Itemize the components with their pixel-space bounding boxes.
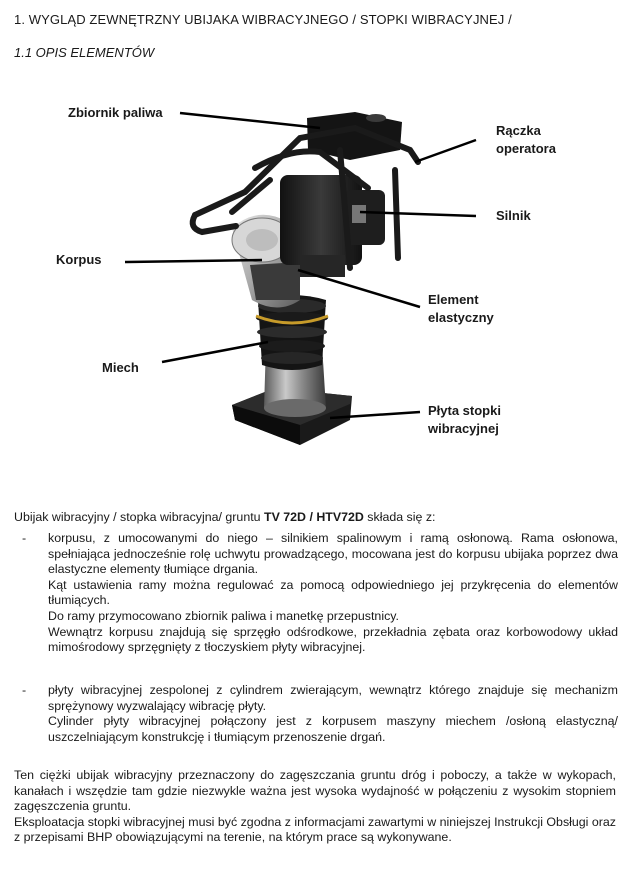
intro-prefix: Ubijak wibracyjny / stopka wibracyjna/ gruntu bbox=[14, 510, 264, 524]
model-name: TV 72D / HTV72D bbox=[264, 510, 364, 524]
closing-paragraphs bbox=[14, 768, 616, 846]
subsection-heading: 1.1 OPIS ELEMENTÓW bbox=[14, 45, 155, 60]
bullet-paragraph: Wewnątrz korpusu znajdują się sprzęgło odśrodkowe, przekładnia zębata oraz korbowodowy układ mimośrodowy sprzęgnięty z tłoczyskiem płyty wibracyjnej. bbox=[48, 624, 618, 655]
bullet-paragraph: korpusu, z umocowanymi do niego – silnikiem spalinowym i ramą osłonową. Rama osłonowa, spełniająca jednocześnie rolę uchwytu prowadzącego, mocowana jest do korpusu ubijaka poprzez dwa elastyczne elementy tłumiące drgania. bbox=[48, 531, 618, 577]
intro-line bbox=[14, 510, 614, 526]
label-elastic-line2: elastyczny bbox=[428, 310, 494, 325]
bullet-item-body bbox=[14, 531, 618, 656]
label-plate-line2: wibracyjnej bbox=[428, 421, 499, 436]
label-engine: Silnik bbox=[496, 208, 531, 223]
bullet-paragraph: Do ramy przymocowano zbiornik paliwa i manetkę przepustnicy. bbox=[48, 608, 399, 623]
bullet-paragraph: płyty wibracyjnej zespolonej z cylindrem zwierającym, wewnątrz którego znajduje się mechanizm sprężynowy wyzwalający wibrację płyty. bbox=[48, 683, 618, 713]
bullet-dash: - bbox=[22, 531, 27, 545]
label-elastic-line1: Element bbox=[428, 292, 479, 307]
paragraph-safety: Eksploatacja stopki wibracyjnej musi być zgodna z informacjami zawartymi w niniejszej Instrukcji Obsługi oraz z przepisami BHP obowiązującymi na terenie, na którym prace są wykonywane. bbox=[14, 814, 616, 845]
label-body: Korpus bbox=[56, 252, 102, 267]
bullet-item-plate bbox=[14, 683, 618, 745]
bullet-paragraph: Cylinder płyty wibracyjnej połączony jest z korpusem maszyny miechem /osłoną elastyczną/ uszczelniającym konstrukcję i tłumiącym przenoszenie drgań. bbox=[48, 714, 618, 744]
label-bellows: Miech bbox=[102, 360, 139, 375]
label-handle-line1: Rączka bbox=[496, 123, 541, 138]
bellows-illustration bbox=[256, 295, 328, 370]
label-fuel-tank: Zbiornik paliwa bbox=[68, 105, 163, 120]
section-heading: 1. WYGLĄD ZEWNĘTRZNY UBIJAKA WIBRACYJNEGO / STOPKI WIBRACYJNEJ / bbox=[14, 12, 512, 27]
label-handle-line2: operatora bbox=[496, 141, 556, 156]
label-plate-line1: Płyta stopki bbox=[428, 403, 501, 418]
paragraph-purpose: Ten ciężki ubijak wibracyjny przeznaczony do zagęszczania gruntu dróg i poboczy, a także w wykopach, kanałach i wszędzie tam gdzie niezwykle ważna jest wysoka wydajność w połączeniu z wysokim stopniem zagęszczenia gruntu. bbox=[14, 768, 616, 814]
bullet-dash: - bbox=[22, 683, 27, 697]
intro-suffix: składa się z: bbox=[363, 510, 436, 524]
bullet-paragraph: Kąt ustawienia ramy można regulować za pomocą odpowiedniego jej przykręcenia do elementów tłumiących. bbox=[48, 577, 618, 608]
